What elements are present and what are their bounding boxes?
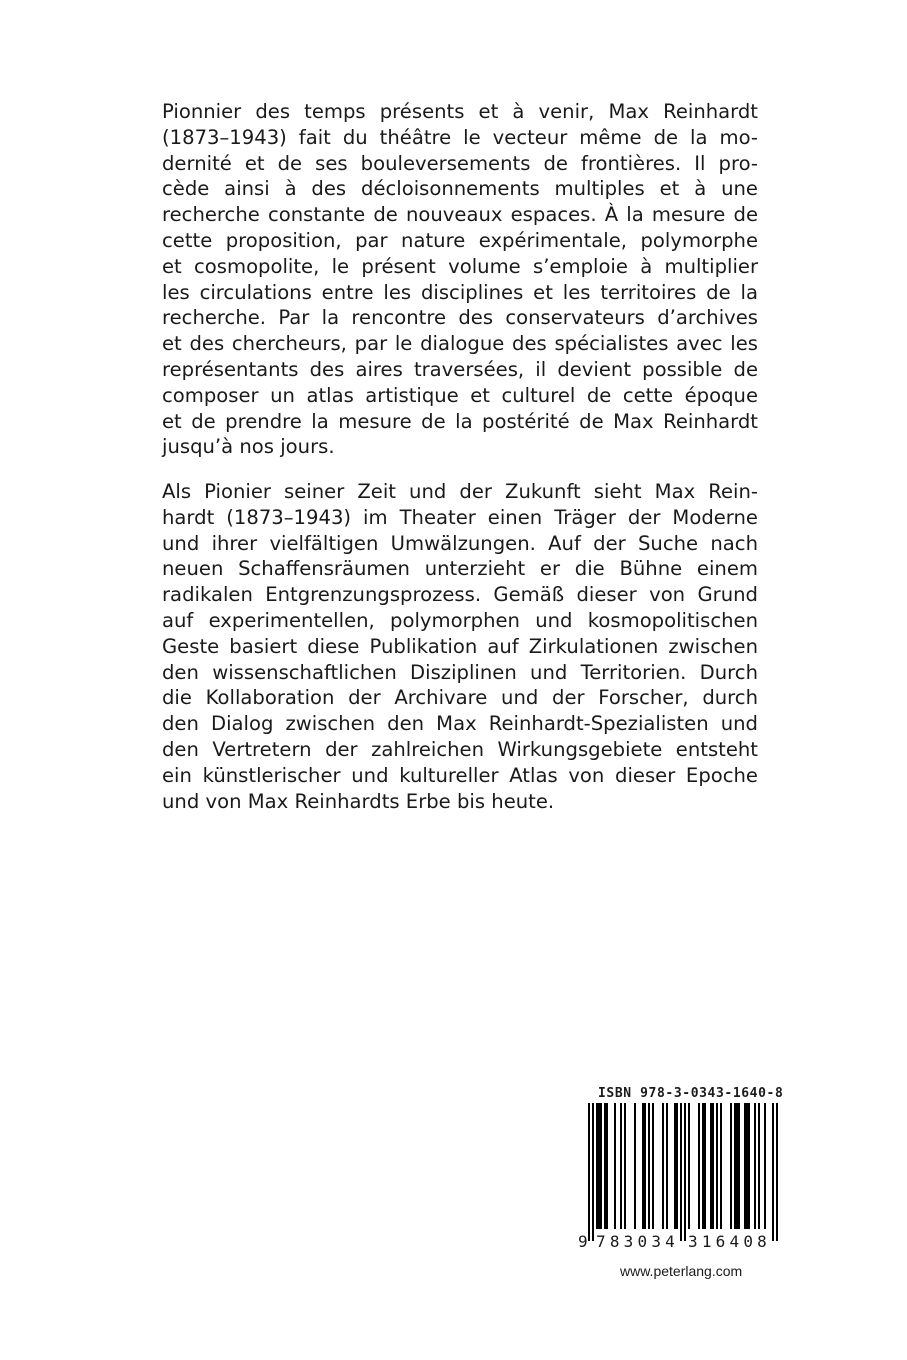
barcode-bar [604,1103,606,1229]
text-line: ein künstlerischer und kultureller Atlas von dieser Epoche [162,763,758,787]
text-line: und von Max Reinhardts Erbe bis heute. [162,789,555,813]
barcode-bar [614,1103,616,1229]
barcode-bar [684,1103,686,1241]
text-line: (1873–1943) fait du théâtre le vecteur même de la mo- [162,125,758,149]
text-line: hardt (1873–1943) im Theater einen Träger der Moderne [162,505,758,529]
text-line: et des chercheurs, par le dialogue des spécialistes avec les [162,332,758,356]
barcode-bar [776,1103,778,1241]
text-line: und ihrer vielfältigen Umwälzungen. Auf der Suche nach [162,531,758,555]
text-line: auf experimentellen, polymorphen und kosmopolitischen [162,608,758,632]
barcode-bar [746,1103,748,1229]
text-line: les circulations entre les disciplines et les territoires de la [162,280,758,304]
text-line: jusqu’à nos jours. [162,435,335,459]
barcode-bar [588,1103,590,1241]
barcode-bar [744,1103,746,1229]
barcode-bar [720,1103,722,1229]
text-line: recherche constante de nouveaux espaces. À la mesure de [162,203,758,227]
barcode-bar [712,1103,714,1229]
text-line: dernité et de ses bouleversements de frontières. Il pro- [162,151,758,175]
text-line: recherche. Par la rencontre des conservateurs d’archives [162,306,758,330]
barcode-bar [754,1103,756,1229]
barcode-bar [596,1103,598,1229]
barcode-bar [624,1103,626,1229]
text-line: den Dialog zwischen den Max Reinhardt-Spezialisten und [162,712,758,736]
barcode-bar [758,1103,760,1229]
text-line: composer un atlas artistique et culturel de cette époque [162,383,758,407]
text-line: radikalen Entgrenzungsprozess. Gemäß dieser von Grund [162,583,758,607]
text-line: cette proposition, par nature expérimentale, polymorphe [162,228,758,252]
text-line: den Vertretern der zahlreichen Wirkungsgebiete entsteht [162,737,758,761]
text-line: neuen Schaffensräumen unterzieht er die Bühne einem [162,557,758,581]
barcode-bar [652,1103,654,1229]
barcode-bar [662,1103,664,1229]
barcode-bar [592,1103,594,1241]
text-line: die Kollaboration der Archivare und der Forscher, durch [162,686,758,710]
barcode-bar [764,1103,766,1229]
barcode-bar [620,1103,622,1229]
barcode-bar [674,1103,676,1229]
barcode-bar [730,1103,732,1229]
text-line: Pionnier des temps présents et à venir, Max Reinhardt [162,100,758,123]
barcode-bar [704,1103,706,1229]
barcode-bar [634,1103,636,1229]
barcode-bar [606,1103,608,1229]
text-line: Als Pionier seiner Zeit und der Zukunft sieht Max Rein- [162,480,758,503]
text-line: et de prendre la mesure de la postérité de Max Reinhardt [162,409,758,433]
barcode-bar [738,1103,740,1229]
publisher-url: www.peterlang.com [620,1263,743,1279]
barcode-bar [748,1103,750,1229]
barcode-bar [734,1103,736,1229]
barcode-bar [642,1103,644,1229]
text-line: den wissenschaftlichen Disziplinen und Territorien. Durch [162,660,758,684]
barcode-bar [716,1103,718,1229]
barcode-bar [710,1103,712,1229]
barcode-digits [578,1232,786,1254]
barcode [578,1103,786,1241]
isbn-label: ISBN 978-3-0343-1640-8 [598,1086,784,1101]
barcode-digit-first: 9 [578,1232,588,1251]
text-line: cède ainsi à des décloisonnements multiples et à une [162,177,758,201]
barcode-bar [688,1103,690,1229]
barcode-bar [598,1103,600,1229]
text-line: et cosmopolite, le présent volume s’emploie à multiplier [162,254,758,278]
barcode-bar [702,1103,704,1229]
barcode-bar [772,1103,774,1241]
barcode-bar [698,1103,700,1229]
german-blurb-paragraph [162,479,758,814]
barcode-bar [600,1103,602,1229]
text-line: représentants des aires traversées, il devient possible de [162,357,758,381]
barcode-bar [736,1103,738,1229]
barcode-bar [648,1103,650,1229]
barcode-bar [680,1103,682,1241]
barcode-bar [676,1103,678,1229]
barcode-bar [644,1103,646,1229]
barcode-bar [666,1103,668,1229]
text-line: Geste basiert diese Publikation auf Zirkulationen zwischen [162,634,758,658]
barcode-digits-left: 783034 [596,1232,679,1251]
french-blurb-paragraph [162,99,758,460]
barcode-digits-right: 316408 [688,1232,771,1251]
